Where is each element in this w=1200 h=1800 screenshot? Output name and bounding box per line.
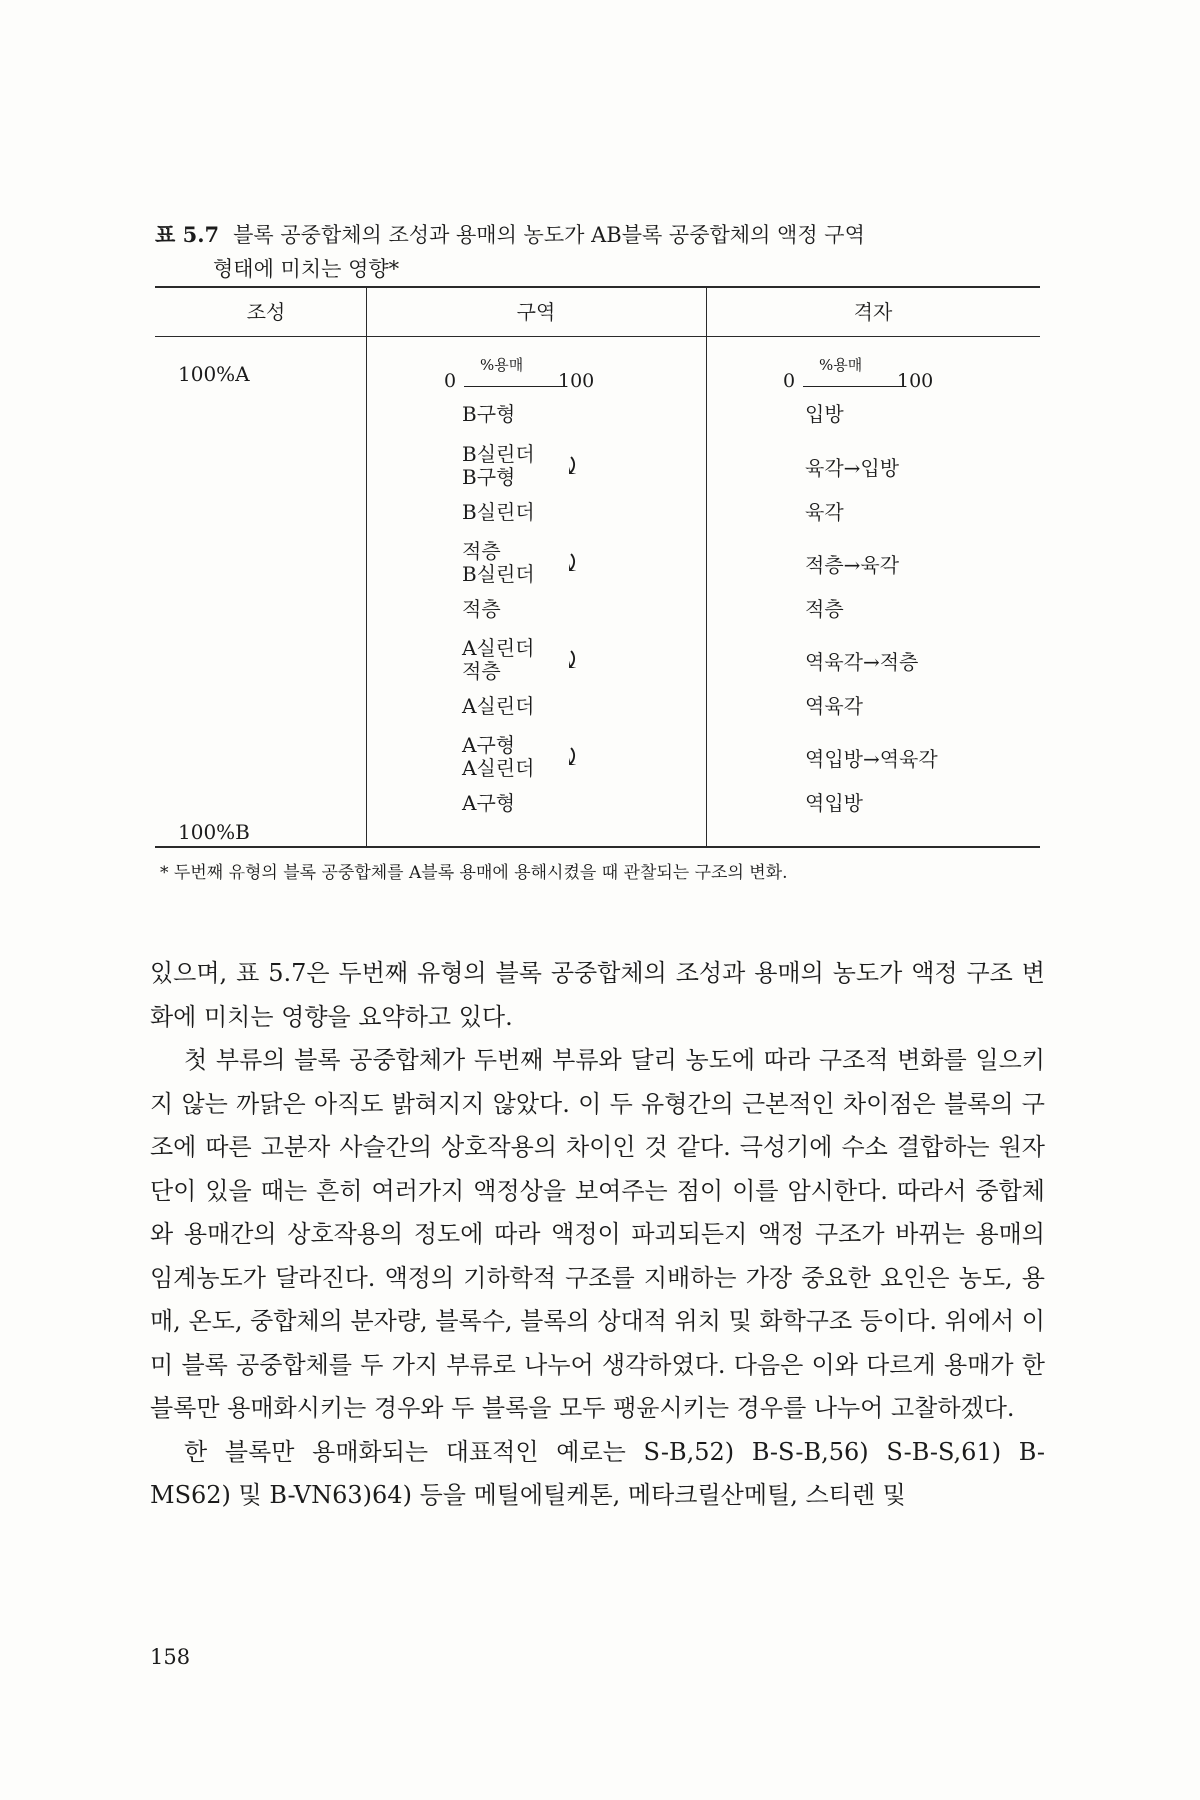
table-header-rule xyxy=(155,336,1040,337)
region-cell xyxy=(462,500,535,524)
lattice-cell: 역입방→역육각 xyxy=(805,747,938,771)
table-bottom-rule xyxy=(155,846,1040,848)
composition-bottom: 100%B xyxy=(178,820,250,844)
region-phase: A실린더 xyxy=(462,756,535,780)
transition-arrow-icon: ⤸ xyxy=(562,743,583,771)
transition-arrow-icon: ⤸ xyxy=(562,549,583,577)
transition-arrow-icon: ⤸ xyxy=(562,452,583,480)
header-region: 구역 xyxy=(516,300,556,324)
lattice-cell: 육각 xyxy=(805,500,844,524)
table-column-divider xyxy=(706,288,707,846)
lattice-cell: 입방 xyxy=(805,402,844,426)
region-cell xyxy=(462,791,515,815)
page-number: 158 xyxy=(150,1645,191,1669)
scale-arrow xyxy=(464,386,562,387)
region-phase: A구형 xyxy=(462,791,516,815)
scale-arrow xyxy=(803,386,901,387)
solvent-scale-region xyxy=(444,356,624,396)
region-cell xyxy=(462,694,534,718)
scale-end: 100 xyxy=(558,370,595,392)
region-phase: 적층 xyxy=(462,539,501,563)
lattice-cell: 적층 xyxy=(805,597,844,621)
transition-arrow-icon: ⤸ xyxy=(562,646,583,674)
region-phase: A실린더 xyxy=(462,694,535,718)
region-phase: 적층 xyxy=(462,597,501,621)
region-phase: B구형 xyxy=(462,402,516,426)
region-cell xyxy=(462,402,515,426)
scale-end: 100 xyxy=(897,370,934,392)
region-cell xyxy=(462,443,535,489)
region-phase: B구형 xyxy=(462,465,516,489)
region-cell xyxy=(462,597,501,621)
scale-label: %용매 xyxy=(819,356,863,374)
lattice-cell: 육각→입방 xyxy=(805,456,900,480)
region-phase: B실린더 xyxy=(462,500,535,524)
region-phase: B실린더 xyxy=(462,442,535,466)
region-cell xyxy=(462,734,534,780)
lattice-cell: 역육각→적층 xyxy=(805,650,919,674)
region-phase: A실린더 xyxy=(462,636,535,660)
paragraph: 첫 부류의 블록 공중합체가 두번째 부류와 달리 농도에 따라 구조적 변화를 일으키지 않는 까닭은 아직도 밝혀지지 않았다. 이 두 유형간의 근본적인 차이점은 블록의 구조에 따른 고분자 사슬간의 상호작용의 차이인 것 같다. 극성기에 수소 결합하는 원자단이 있을 때는 흔히 여러가지 액정상을 보여주는 점이 이를 암시한다. 따라서 중합체와 용매간의 상호작용의 정도에 따라 액정이 파괴되든지 액정 구조가 바뀌는 용매의 임계농도가 달라진다. 액정의 기하학적 구조를 지배하는 가장 중요한 요인은 농도, 용매, 온도, 중합체의 분자량, 블록수, 블록의 상대적 위치 및 화학구조 등이다. 위에서 이미 블록 공중합체를 두 가지 부류로 나누어 생각하였다. 다음은 이와 다르게 용매가 한 블록만 용매화시키는 경우와 두 블록을 모두 팽윤시키는 경우를 나누어 고찰하겠다. xyxy=(150,1046,1045,1422)
table-number: 표 5.7 xyxy=(155,222,220,247)
table-top-rule xyxy=(155,286,1040,288)
region-cell xyxy=(462,540,535,586)
region-phase: 적층 xyxy=(462,659,501,683)
header-composition: 조성 xyxy=(246,300,286,324)
scale-start: 0 xyxy=(444,370,457,392)
paragraph: 한 블록만 용매화되는 대표적인 예로는 S-B,52) B-S-B,56) S-B-S,61) B-MS62) 및 B-VN63)64) 등을 메틸에틸케톤, 메타크릴산메틸, 스티렌 및 xyxy=(150,1437,1045,1509)
body-text xyxy=(150,952,1045,1518)
lattice-cell: 역육각 xyxy=(805,694,863,718)
table-caption xyxy=(155,218,1055,286)
region-phase: A구형 xyxy=(462,733,516,757)
header-lattice: 격자 xyxy=(853,300,893,324)
solvent-scale-lattice xyxy=(783,356,963,396)
scale-label: %용매 xyxy=(480,356,524,374)
table-column-divider xyxy=(366,288,367,846)
region-phase: B실린더 xyxy=(462,562,535,586)
region-cell xyxy=(462,637,534,683)
table-footnote: * 두번째 유형의 블록 공중합체를 A블록 용매에 용해시켰을 때 관찰되는 구조의 변화. xyxy=(160,863,788,883)
composition-top: 100%A xyxy=(178,362,250,386)
lattice-cell: 역입방 xyxy=(805,791,863,815)
caption-line-2: 형태에 미치는 영향* xyxy=(213,257,400,281)
scale-start: 0 xyxy=(783,370,796,392)
caption-line-1: 블록 공중합체의 조성과 용매의 농도가 AB블록 공중합체의 액정 구역 xyxy=(233,223,865,247)
paragraph: 있으며, 표 5.7은 두번째 유형의 블록 공중합체의 조성과 용매의 농도가 액정 구조 변화에 미치는 영향을 요약하고 있다. xyxy=(150,959,1045,1031)
lattice-cell: 적층→육각 xyxy=(805,553,900,577)
